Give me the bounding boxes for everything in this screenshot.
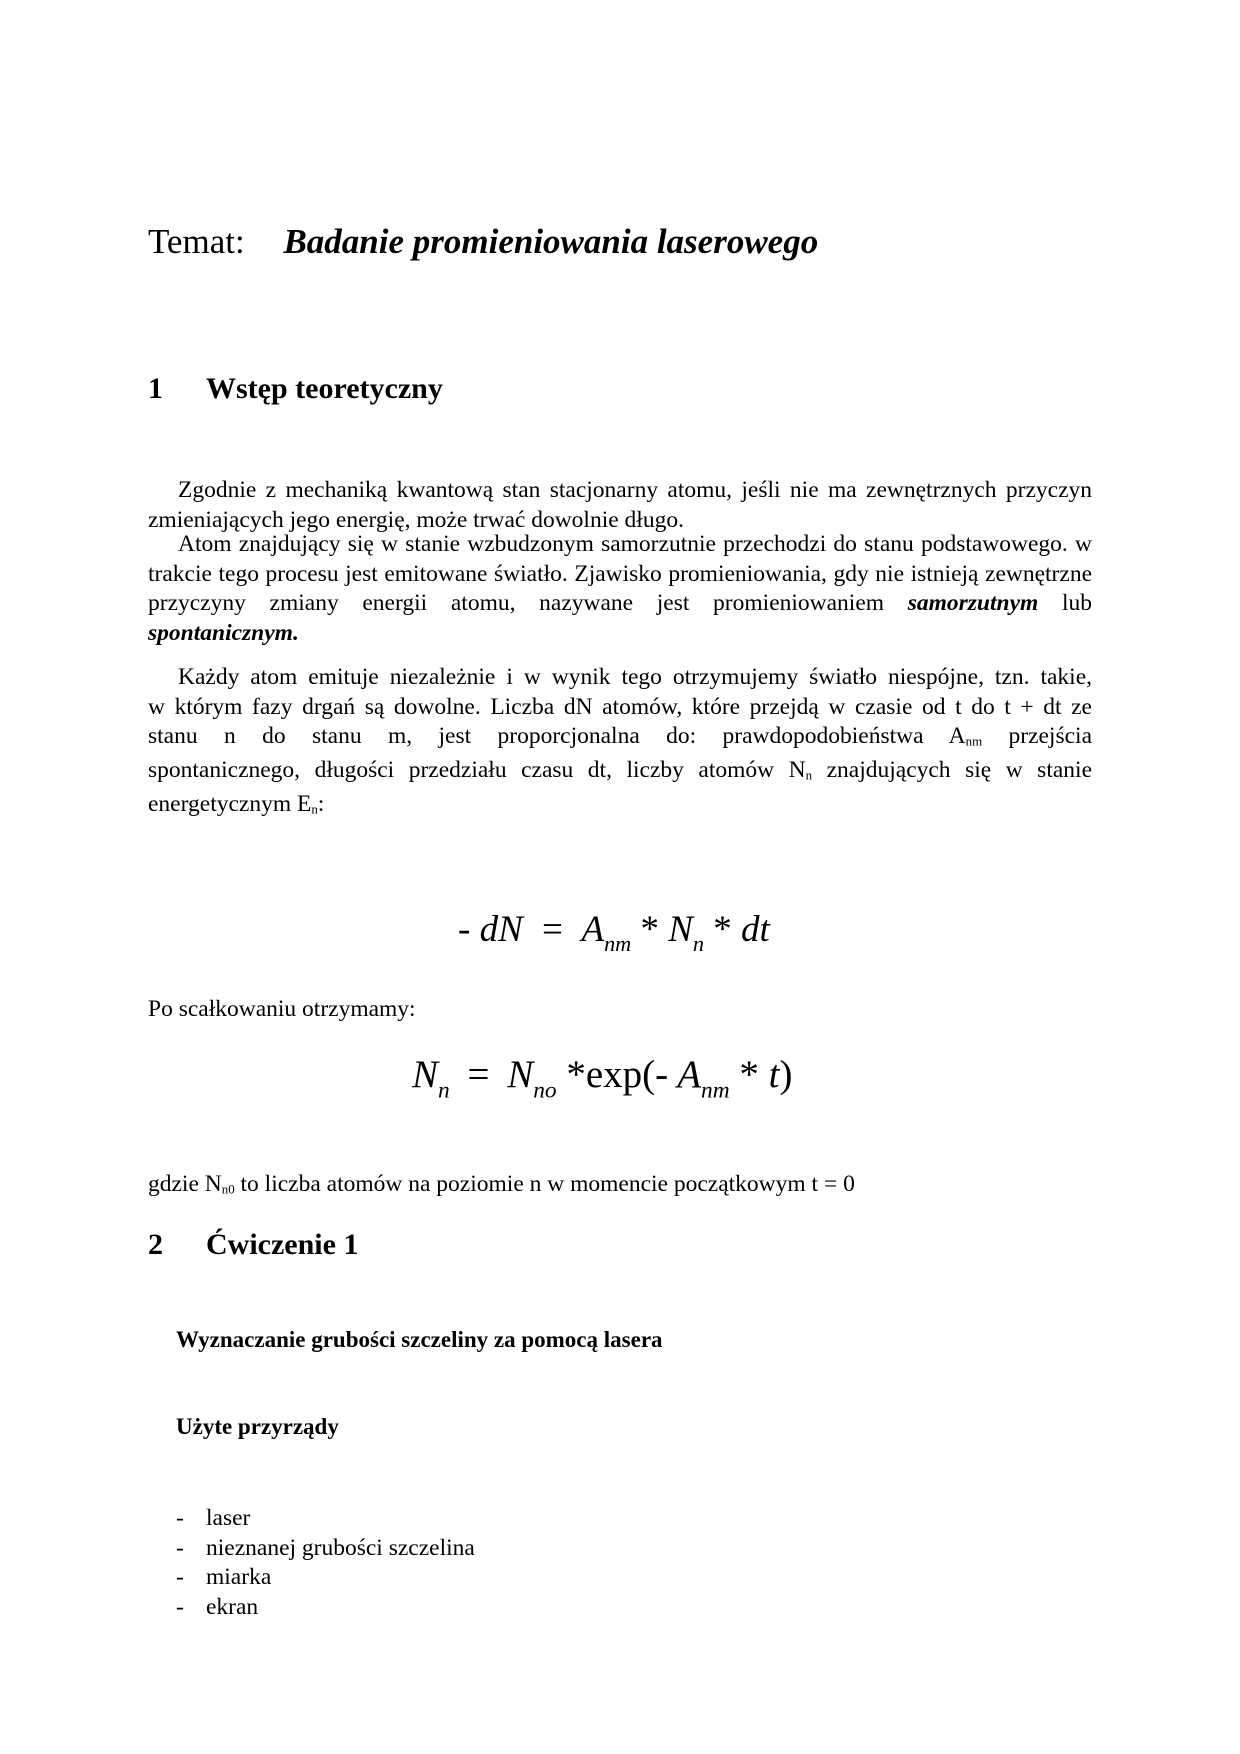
integration-text: Po scałkowaniu otrzymamy: [148,996,416,1022]
list-item-text: ekran [206,1593,259,1620]
formula-2-a-sub: nm [701,1077,730,1104]
where-clause-end: to liczba atomów na poziomie n w momencie początkowym t = 0 [240,1171,855,1197]
list-item: - ekran [176,1593,259,1620]
formula-2-op1: * [566,1053,586,1096]
formula-2-op2: * [739,1053,759,1096]
formula-2-n0-sub: no [533,1077,557,1104]
paragraph-3-line-5 [148,790,1092,824]
where-clause [148,1170,1092,1204]
formula-1-a-sub: nm [604,930,632,956]
formula-1-equals: = [542,909,563,950]
subscript-n-energy: n [311,801,318,817]
formula-1-n: N [668,909,693,950]
section-1-heading [148,372,443,406]
formula-1-n-sub: n [692,930,704,956]
paragraph-3-line-1: Każdy atom emituje niezależnie i w wynik tego otrzymujemy światło niespójne, tzn. takie, [178,664,1092,690]
paragraph-3-line-3-end: przejścia [1008,723,1093,749]
title-label: Temat: [148,222,245,261]
where-clause-start: gdzie N [148,1171,222,1197]
formula-exp [412,1052,792,1105]
instruments-list [176,1504,475,1622]
list-item-text: nieznanej grubości szczelina [206,1534,475,1561]
paragraph-1: Zgodnie z mechaniką kwantową stan stacjonarny atomu, jeśli nie ma zewnętrznych przyczyn zmieniających jego energię, może trwać dowolnie długo. [148,477,1092,533]
formula-2-n0: N [507,1053,534,1096]
paragraph-3-line-4-text: spontanicznego, długości przedziału czasu dt, liczby atomów N [148,757,806,784]
formula-1-op1: * [640,909,659,950]
title-topic: Badanie promieniowania laserowego [283,222,819,261]
list-item-text: miarka [206,1564,272,1590]
formula-1-dt: dt [740,909,770,950]
section-2-title: Ćwiczenie 1 [206,1228,359,1261]
paragraph-3-line-3-text: stanu n do stanu m, jest proporcjonalna do: prawdopodobieństwa A [148,723,966,749]
paragraph-3-line-3 [148,722,1092,756]
paragraph-3-line-5-text: energetycznym E [148,791,312,818]
list-item: - miarka [176,1564,272,1590]
instruments-heading: Użyte przyrządy [176,1414,339,1439]
list-item-text: laser [206,1505,251,1531]
subscript-n0: n0 [221,1181,235,1197]
formula-2-a: A [677,1053,702,1096]
formula-1-a: A [581,909,605,950]
paragraph-3-line-4-end: znajdujących się w stanie [826,757,1092,784]
section-2-heading [148,1228,358,1262]
paragraph-2 [148,530,1092,648]
formula-2-n-sub: n [438,1077,450,1104]
document-title [148,222,818,262]
paragraph-3-line-2: w którym fazy drgań są dowolne. Liczba dN atomów, które przejdą w czasie od t do t + dt ze [148,693,1092,720]
formula-1-lhs: - dN [458,909,523,950]
paragraph-2-or: lub [1061,590,1093,616]
subscript-nm: nm [965,733,983,749]
formula-dn [458,908,770,957]
paragraph-2-text: Atom znajdujący się w stanie wzbudzonym samorzutnie przechodzi do stanu podstawowego. w trakcie tego procesu jest emitowane światło. Zjawisko promieniowania, gdy nie istnieją zewnętrzne przyczyny zmiany energii atomu, nazywane jest promieniowaniem [148,531,1092,616]
paragraph-3 [148,663,1092,824]
subscript-n: n [805,767,813,783]
list-item: - nieznanej grubości szczelina [176,1534,475,1561]
section-2-number: 2 [148,1228,163,1261]
formula-2-exp: exp(- [585,1053,669,1096]
section-1-number: 1 [148,372,163,405]
formula-2-close: ) [779,1053,793,1096]
list-item: - laser [176,1505,251,1531]
formula-1-op2: * [713,909,732,950]
paragraph-3-line-4 [148,756,1092,790]
paragraph-3-line-5-end: : [317,791,325,818]
section-1-title: Wstęp teoretyczny [206,372,443,405]
term-samorzutnym: samorzutnym [907,590,1039,616]
formula-2-n: N [412,1053,439,1096]
exercise-subheading: Wyznaczanie grubości szczeliny za pomocą lasera [176,1327,663,1352]
term-spontanicznym: spontanicznym. [148,619,299,646]
formula-2-equals: = [467,1053,490,1096]
formula-2-t: t [768,1053,780,1096]
